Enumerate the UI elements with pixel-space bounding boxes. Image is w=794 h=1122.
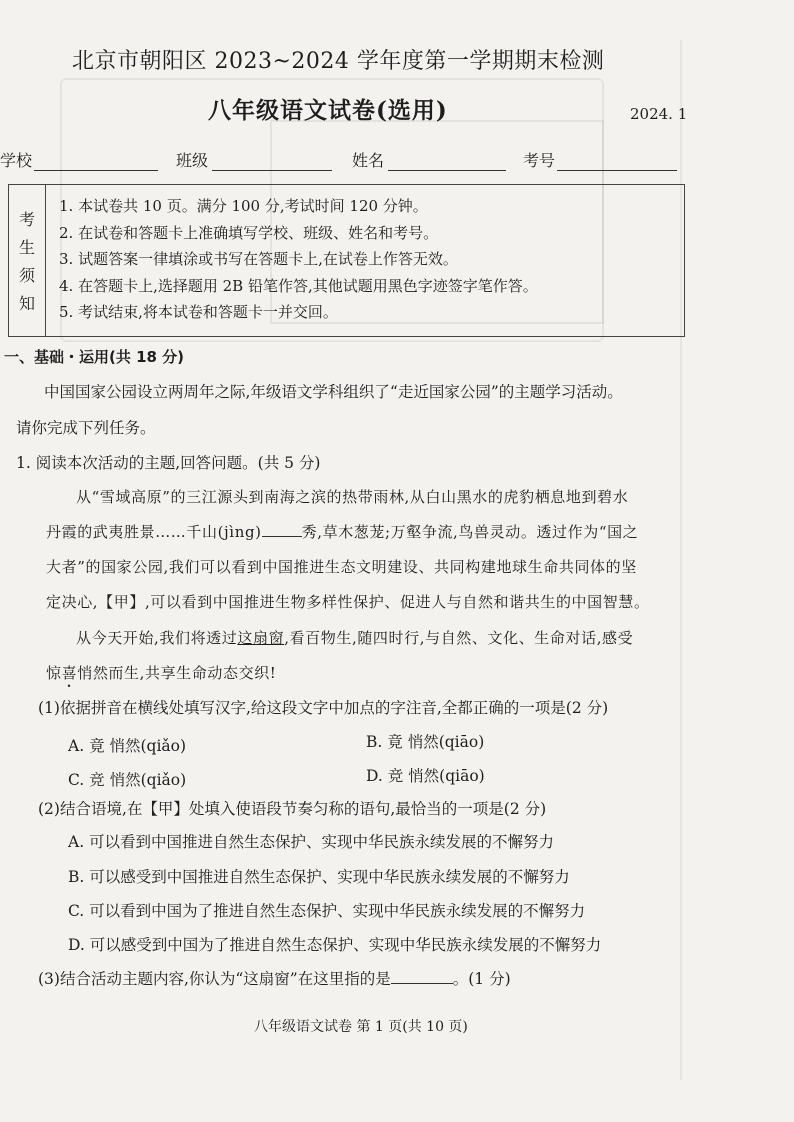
candidate-notice-box	[8, 184, 685, 337]
option-b[interactable]: B. 竟 悄然(qiāo)	[366, 733, 485, 751]
dotted-char: 喜	[61, 664, 78, 682]
notice-item: 2. 在试卷和答题卡上准确填写学校、班级、姓名和考号。	[59, 223, 439, 242]
option-a[interactable]: A. 可以看到中国推进自然生态保护、实现中华民族永续发展的不懈努力	[68, 833, 555, 851]
page-footer: 八年级语文试卷 第 1 页(共 10 页)	[254, 1019, 468, 1035]
notice-heading: 考 生 须 知	[9, 185, 46, 336]
section-heading: 一、基础・运用(共 18 分)	[4, 348, 185, 366]
exam-title: 北京市朝阳区 2023~2024 学年度第一学期期末检测	[72, 49, 605, 74]
answer-blank[interactable]	[391, 983, 453, 984]
passage-line: 从“雪域高原”的三江源头到南海之滨的热带雨林,从白山黑水的虎豹栖息地到碧水	[76, 488, 629, 506]
school-field[interactable]	[34, 170, 158, 171]
name-label: 姓名	[352, 151, 385, 170]
notice-item: 3. 试题答案一律填涂或书写在答题卡上,在试卷上作答无效。	[59, 250, 458, 268]
passage-line: 丹霞的武夷胜景……千山(jìng) 秀,草木葱茏;万壑争流,鸟兽灵动。透过作为“国之	[46, 523, 639, 541]
option-a[interactable]: A. 竟 悄然(qiǎo)	[68, 737, 187, 755]
question-1-2-stem: (2)结合语境,在【甲】处填入使语段节奏匀称的语句,最恰当的一项是(2 分)	[38, 800, 547, 818]
school-label: 学校	[0, 151, 33, 170]
class-label: 班级	[176, 151, 209, 170]
option-d[interactable]: D. 竞 悄然(qiāo)	[366, 767, 485, 785]
passage-line: 从今天开始,我们将透过这扇窗,看百物生,随四时行,与自然、文化、生命对话,感受	[76, 629, 634, 647]
exam-no-field[interactable]	[557, 170, 677, 171]
section-intro: 请你完成下列任务。	[16, 419, 156, 437]
question-1-title: 1. 阅读本次活动的主题,回答问题。(共 5 分)	[16, 454, 321, 472]
passage-line: 定决心,【甲】,可以看到中国推进生物多样性保护、促进人与自然和谐共生的中国智慧。	[46, 593, 650, 611]
option-b[interactable]: B. 可以感受到中国推进自然生态保护、实现中华民族永续发展的不懈努力	[68, 868, 570, 886]
passage-line: 惊喜悄然而生,共享生命动态交织!	[46, 664, 277, 682]
notice-item: 1. 本试卷共 10 页。满分 100 分,考试时间 120 分钟。	[59, 197, 428, 215]
exam-no-label: 考号	[523, 151, 556, 170]
notice-item: 5. 考试结束,将本试卷和答题卡一并交回。	[59, 303, 338, 321]
passage-line: 大者”的国家公园,我们可以看到中国推进生态文明建设、共同构建地球生命共同体的坚	[46, 558, 637, 576]
underlined-phrase: 这扇窗	[237, 629, 285, 647]
exam-date: 2024. 1	[630, 105, 688, 123]
notice-list	[59, 195, 538, 328]
class-field[interactable]	[212, 170, 332, 171]
show-through-margin	[680, 40, 792, 1080]
question-1-1-stem: (1)依据拼音在横线处填写汉字,给这段文字中加点的字注音,全都正确的一项是(2 分)	[38, 699, 609, 717]
notice-item: 4. 在答题卡上,选择题用 2B 铅笔作答,其他试题用黑色字迹签字笔作答。	[59, 276, 538, 295]
fill-blank[interactable]	[262, 536, 302, 537]
question-1-3-stem: (3)结合活动主题内容,你认为“这扇窗”在这里指的是 。(1 分)	[38, 970, 511, 988]
option-d[interactable]: D. 可以感受到中国为了推进自然生态保护、实现中华民族永续发展的不懈努力	[68, 936, 602, 954]
name-field[interactable]	[388, 170, 506, 171]
option-c[interactable]: C. 可以看到中国为了推进自然生态保护、实现中华民族永续发展的不懈努力	[68, 902, 586, 920]
exam-subtitle: 八年级语文试卷(选用)	[208, 97, 448, 124]
student-info-row	[0, 148, 794, 174]
section-intro: 中国国家公园设立两周年之际,年级语文学科组织了“走近国家公园”的主题学习活动。	[44, 383, 623, 401]
option-c[interactable]: C. 竞 悄然(qiǎo)	[68, 771, 187, 789]
